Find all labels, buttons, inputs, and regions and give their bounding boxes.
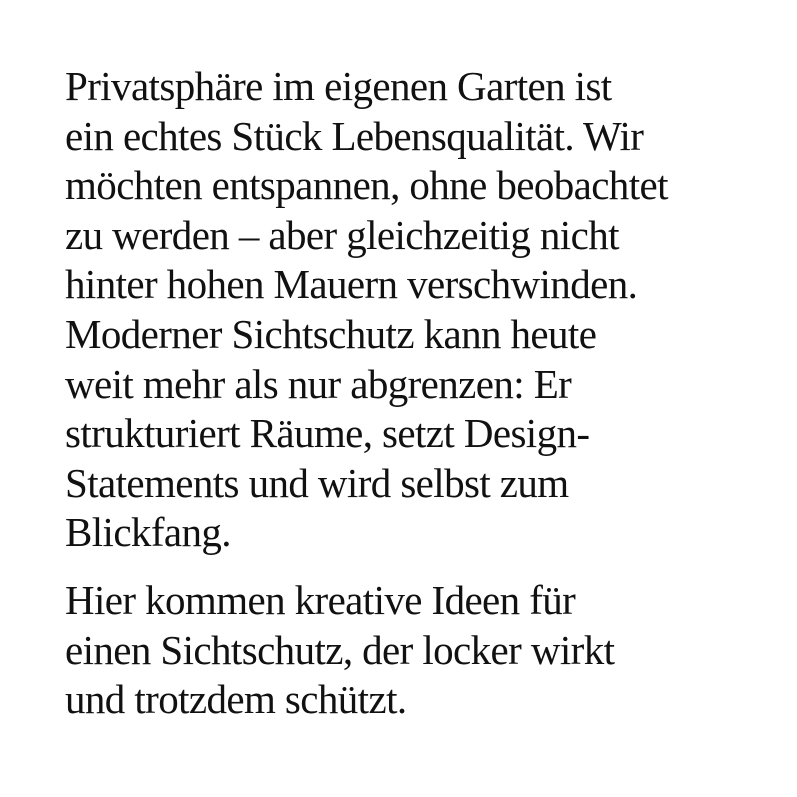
text-line: Moderner Sichtschutz kann heute (65, 310, 597, 357)
text-line: Privatsphäre im eigenen Garten ist (65, 63, 612, 109)
text-line: einen Sichtschutz, der locker wirkt (65, 626, 615, 673)
text-line: Hier kommen kreative Ideen für (65, 576, 576, 623)
text-line: Statements und wird selbst zum (65, 459, 569, 506)
text-line: Blickfang. (65, 509, 231, 556)
second-paragraph (65, 576, 742, 725)
text-line: ein echtes Stück Lebensqualität. Wir (65, 112, 644, 159)
intro-paragraph (65, 62, 742, 558)
text-line: weit mehr als nur abgrenzen: Er (65, 360, 572, 407)
text-line: zu werden – aber gleichzeitig nicht (65, 211, 619, 258)
text-line: strukturiert Räume, setzt Design- (65, 410, 590, 457)
text-line: und trotzdem schützt. (65, 676, 407, 723)
text-line: möchten entspannen, ohne beobachtet (65, 162, 668, 209)
text-line: hinter hohen Mauern verschwinden. (65, 261, 638, 308)
